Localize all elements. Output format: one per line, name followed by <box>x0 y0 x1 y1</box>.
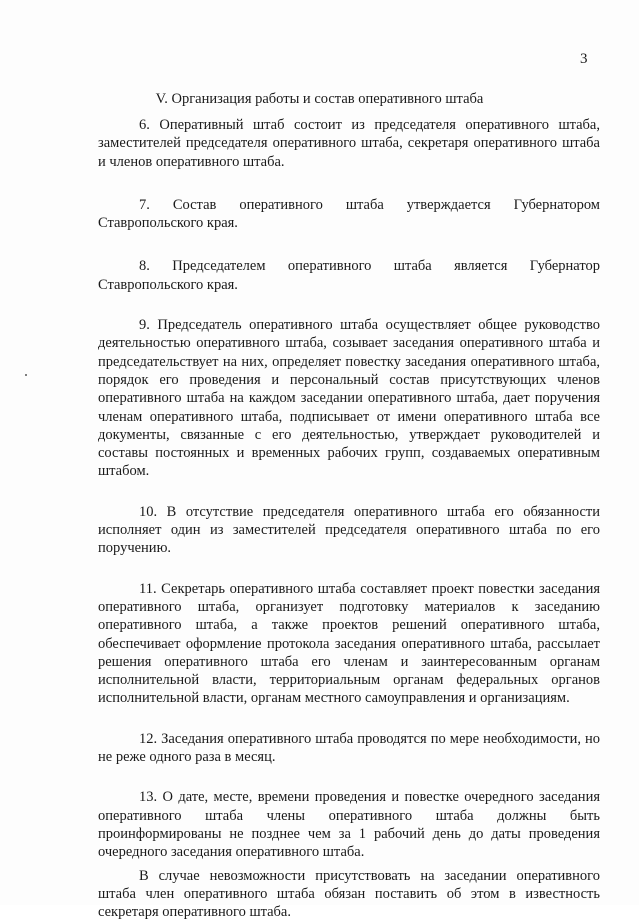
page-number: 3 <box>580 49 610 69</box>
paragraph-7: 7. Состав оперативного штаба утверждается Губернатором Ставропольского края. <box>98 196 600 233</box>
paragraph-13-continuation: В случае невозможности присутствовать на заседании оперативного штаба член оперативного штаба обязан поставить об этом в известность секретаря оперативного штаба. <box>98 867 600 921</box>
paragraph-6: 6. Оперативный штаб состоит из председателя оперативного штаба, заместителей председателя оперативного штаба, секретаря оперативного штаба и членов оперативного штаба. <box>98 116 600 171</box>
section-title: V. Организация работы и состав оперативного штаба <box>0 89 639 109</box>
paragraph-12: 12. Заседания оперативного штаба проводятся по мере необходимости, но не реже одного раза в месяц. <box>98 730 600 767</box>
paragraph-10: 10. В отсутствие председателя оперативного штаба его обязанности исполняет один из заместителей председателя оперативного штаба по его поручению. <box>98 503 600 558</box>
document-body <box>98 116 600 921</box>
paragraph-8: 8. Председателем оперативного штаба является Губернатор Ставропольского края. <box>98 257 600 294</box>
scan-speck <box>25 374 27 376</box>
paragraph-9: 9. Председатель оперативного штаба осуществляет общее руководство деятельностью оперативного штаба, созывает заседания оперативного штаба и председательствует на них, определяет повестку заседания оперативного штаба, порядок его проведения и персональный состав присутствующих членов оперативного штаба на каждом заседании оперативного штаба, дает поручения членам оперативного штаба, подписывает от имени оперативного штаба все документы, связанные с его деятельностью, утверждает руководителей и составы постоянных и временных рабочих групп, создаваемых оперативным штабом. <box>98 316 600 481</box>
paragraph-13: 13. О дате, месте, времени проведения и повестке очередного заседания оперативного штаба члены оперативного штаба должны быть проинформированы не позднее чем за 1 рабочий день до даты проведения очередного заседания оперативного штаба. <box>98 788 600 861</box>
paragraph-11: 11. Секретарь оперативного штаба составляет проект повестки заседания оперативного штаба, организует подготовку материалов к заседанию оперативного штаба, а также проектов решений оперативного штаба, обеспечивает оформление протокола заседания оперативного штаба, рассылает решения оперативного штаба его членам и заинтересованным органам исполнительной власти, территориальным органам федеральных органов исполнительной власти, органам местного самоуправления и организациям. <box>98 580 600 708</box>
